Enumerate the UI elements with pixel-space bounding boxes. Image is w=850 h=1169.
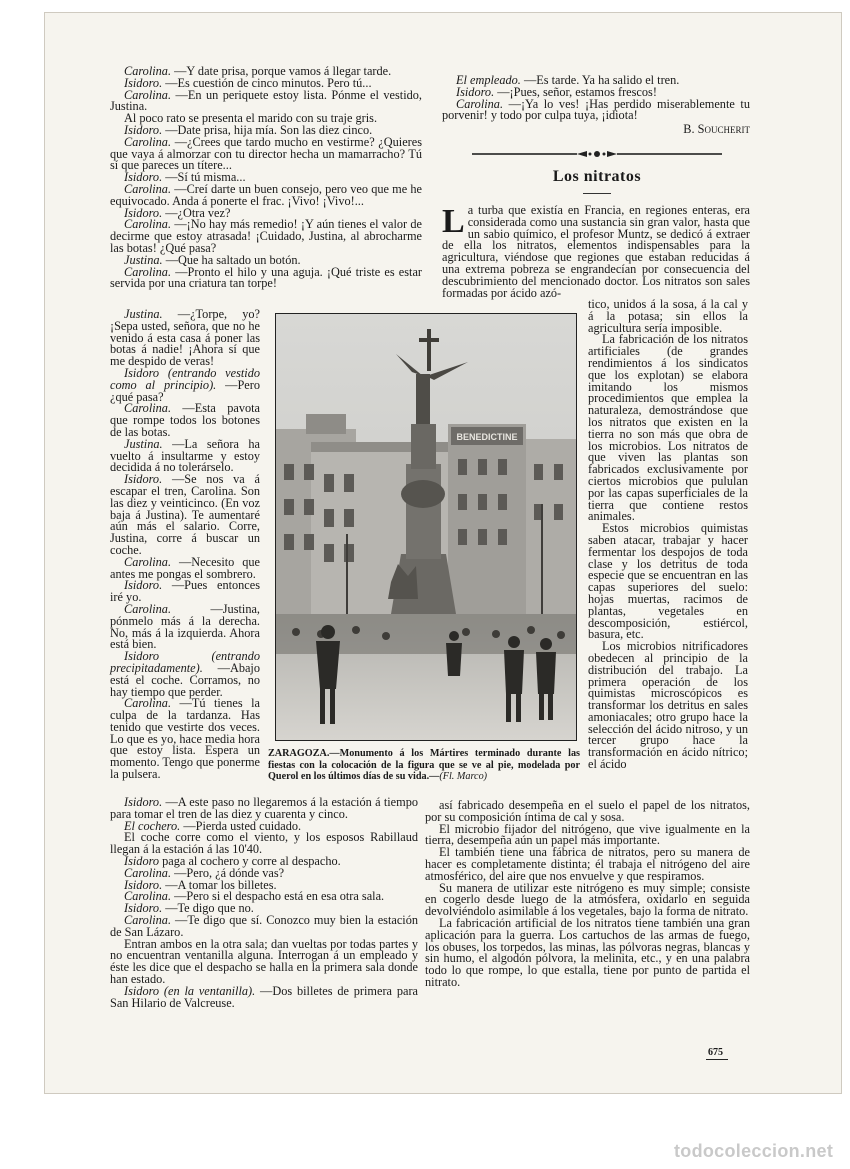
dialogue-line (110, 309, 260, 368)
article-intro (442, 205, 750, 299)
article-paragraph: La fabricación de los nitratos artificiales (de grandes rendimientos á los sindicatos que los explotan) se elabora imitando los mismos procedimientos que emplea la naturaleza, demostrándose que los nitratos que existen en la tierra no son más que obra de los microbios. Los nitratos de que viven las plantas son fabricados exclusivamente por ciertos microbios que pululan por las capas superficiales de la tierra que contiene restos animales. (588, 332, 748, 524)
dialogue-text: —Te digo que no. (165, 901, 254, 916)
dialogue-text: —¿Torpe, yo? ¡Sepa usted, señora, que no he venido á esta casa á poner las botas á nadie! ¡Ahora sí que me despido de veras! (110, 307, 260, 369)
dialogue-text: —A tomar los billetes. (165, 877, 277, 892)
dialogue-text: —Pero, ¿á dónde vas? (174, 865, 285, 880)
dialogue-text: —Pero ¿qué pasa? (110, 377, 261, 404)
article-intro-text: a turba que existía en Francia, en regiones enteras, era considerada como una sustancia sin gran valor, hasta que un sabio químico, el profesor Muntz, se dedicó á extraer de ella los nitratos, elementos indispensables para la agricultura, viéndose que regiones que estaban reducidas á una extrema pobreza se engrandecían por consecuencia del descubrimiento del mencionado doctor. Los nitratos son sales formadas por ácido azó- (442, 203, 750, 300)
dialogue-text: —Date prisa, hija mía. Son las diez cinco. (165, 122, 373, 137)
dialogue-list (110, 309, 260, 781)
dialogue-text: —Es cuestión de cinco minutos. Pero tú... (165, 75, 372, 90)
dialogue-text: —Necesito que antes me pongas el sombrero. (110, 554, 260, 581)
speaker-name: Carolina. (124, 181, 172, 196)
dialogue-line (110, 601, 260, 652)
dialogue-line (110, 983, 418, 1010)
dialogue-text: Entran ambos en la otra sala; dan vueltas por todas partes y no encuentran ventanilla alguna. Interrogan á un empleado y éste les dice que el despacho se halla en la primera sala donde han estado. (110, 936, 418, 986)
speaker-name: Isidoro (124, 853, 160, 868)
speaker-name: Carolina. (124, 401, 172, 416)
dialogue-text: paga al cochero y corre al despacho. (162, 853, 341, 868)
dialogue-list (110, 797, 418, 1009)
speaker-name: Isidoro (entrando precipitadamente). (110, 649, 260, 675)
article-title: Los nitratos (552, 168, 642, 185)
page-number: 675 (708, 1047, 723, 1058)
dialogue-text: —¡No hay más remedio! ¡Y aún tienes el valor de decirme que estoy atrasada! ¡Cuidado, Justina, al abrocharme las botas! ¿Qué pasa? (110, 217, 422, 255)
dialogue-list (442, 75, 750, 122)
article-paragraph: Su manera de utilizar este nitrógeno es muy simple; consiste en cogerlo desde luego de la atmósfera, oxidarlo en seguida devolviéndolo asimilable á los vegetales, bajo la forma de nitrato. (425, 880, 750, 919)
dialogue-text: —¡Pues, señor, estamos frescos! (497, 84, 657, 99)
dialogue-column-narrow (110, 309, 260, 781)
dialogue-line (110, 832, 418, 856)
speaker-name: Carolina. (124, 87, 172, 102)
article-paragraph: tico, unidos á la sosa, á la cal y á la potasa; sin ellos la agricultura sería imposible. (588, 297, 748, 335)
article-paragraph: Los microbios nitrificadores obedecen al principio de la distribución del trabajo. La primera operación de los quimistas microscópicos es transformar los detritus en sales amoniacales; otro grupo hace la selección del ácido nitroso, y un tercer grupo hace la transformación en ácido nítrico; el ácido (588, 639, 748, 772)
dialogue-line (442, 96, 750, 123)
speaker-name: Carolina. (124, 865, 172, 880)
shop-sign: BENEDICTINE (456, 432, 518, 442)
page-number-rule (706, 1059, 728, 1060)
dialogue-line (110, 181, 422, 208)
speaker-name: Isidoro. (124, 75, 163, 90)
article-paragraph: La fabricación artificial de los nitratos tiene también una gran aplicación para la guerra. Los cartuchos de las armas de fuego, los obuses, los torpedos, las minas, las pólvoras negras, blancas y sin humo, el algodón pólvora, la melinita, etc., y en una palabra todo lo que rompe, lo que estalla, tiene por punto de partida el nitrato. (425, 915, 750, 989)
speaker-name: Isidoro. (456, 84, 495, 99)
dialogue-text: —Te digo que sí. Conozco muy bien la estación de San Lázaro. (110, 912, 419, 939)
paragraph-list (588, 299, 748, 771)
speaker-name: Isidoro (entrando vestido como al principio). (110, 365, 260, 392)
article-paragraph: El microbio fijador del nitrógeno, que vive igualmente en la tierra, desempeña aún un papel más importante. (425, 821, 750, 848)
caption-text: ZARAGOZA.—Monumento á los Mártires terminado durante las fiestas con la colocación de la figura que se ve al pie, modelada por Querol en los últimos días de su vida.— (268, 748, 580, 782)
dialogue-text: —A este paso no llegaremos á la estación á tiempo para tomar el tren de las diez y cuarenta y cinco. (110, 795, 418, 821)
speaker-name: Carolina. (124, 912, 172, 927)
dialogue-line (110, 403, 260, 438)
dialogue-text: —Pero si el despacho está en esa otra sala. (174, 889, 385, 904)
speaker-name: Isidoro. (124, 205, 163, 220)
speaker-name: Carolina. (124, 134, 172, 149)
dialogue-line (110, 554, 260, 581)
speaker-name: El cochero. (124, 818, 181, 833)
speaker-name: Carolina. (124, 696, 172, 711)
dialogue-text: —Justina, pónmelo más á la derecha. No, más á la izquierda. Ahora está bien. (110, 601, 260, 652)
article-column-narrow (588, 299, 748, 771)
article-paragraph: El también tiene una fábrica de nitratos, pero su manera de hacer es completamente distinta; él trabaja el nitrógeno del aire atmosférico, del aire que nos envuelve y que respiramos. (425, 845, 750, 883)
dialogue-text: —En un periquete estoy lista. Pónme el vestido, Justina. (110, 87, 422, 114)
dialogue-text: —Y date prisa, porque vamos á llegar tarde. (174, 64, 392, 78)
speaker-name: Carolina. (456, 96, 504, 111)
drop-cap: L (442, 203, 465, 240)
dialogue-text: —Que ha saltado un botón. (165, 252, 301, 267)
speaker-name: Carolina. (124, 64, 172, 78)
speaker-name: Justina. (124, 307, 163, 321)
dialogue-text: —¿Otra vez? (165, 205, 231, 220)
speaker-name: Justina. (124, 436, 163, 451)
article-column-bottom (425, 800, 750, 989)
dialogue-line (110, 134, 423, 173)
speaker-name: Isidoro. (124, 578, 163, 593)
dialogue-text: El coche corre como el viento, y los esposos Rabillaud llegan á la estación á las 10'40. (110, 830, 418, 857)
speaker-name: Isidoro (en la ventanilla). (124, 983, 256, 998)
paragraph-list (425, 800, 750, 989)
speaker-name: Carolina. (124, 217, 172, 232)
dialogue-text: —¡Ya lo ves! ¡Has perdido miserablemente tu porvenir! y todo por culpa tuya, ¡idiota! (442, 96, 750, 123)
speaker-name: Justina. (124, 252, 163, 267)
article-paragraph: Estos microbios quimistas saben atacar, trabajar y hacer fermentar los despojos de toda clase y los detritus de toda especie que se encuentran en las capas superiores del suelo: hojas muertas, racimos de plantas, vegetales en descomposición, estiércol, basura, etc. (588, 521, 748, 642)
dialogue-list (110, 66, 422, 290)
dialogue-line (110, 912, 419, 939)
monument-photo (275, 313, 577, 741)
dialogue-line (110, 698, 260, 781)
dialogue-text: —Esta pavota que rompe todos los botones de las botas. (110, 401, 260, 439)
dialogue-column-end (442, 75, 750, 136)
speaker-name: Isidoro. (124, 901, 163, 916)
dialogue-line (110, 219, 422, 254)
dialogue-text: —Abajo está el coche. Corramos, no hay tiempo que perder. (110, 660, 260, 699)
speaker-name: El empleado. (456, 73, 521, 87)
dialogue-text: —¿Crees que tardo mucho en vestirme? ¿Quieres que vaya á almorzar con tu director hecha un mamarracho? Tú sí que pareces un títere... (110, 134, 423, 173)
dialogue-line (110, 436, 260, 475)
dialogue-text: —Sí tú misma... (165, 170, 246, 185)
dialogue-line (110, 580, 260, 604)
dialogue-text: —Pierda usted cuidado. (183, 818, 302, 833)
photo-caption (268, 748, 580, 783)
speaker-name: Carolina. (124, 889, 172, 904)
dialogue-line (110, 365, 261, 404)
dialogue-text: —Dos billetes de primera para San Hilario de Valcreuse. (110, 983, 418, 1010)
dialogue-text: —Pues entonces iré yo. (110, 578, 261, 605)
article-paragraph: así fabricado desempeña en el suelo el papel de los nitratos, por su composición íntima de cal y sosa. (425, 798, 750, 824)
dialogue-line (110, 87, 422, 114)
dialogue-column-top (110, 66, 422, 290)
dialogue-text: —Creí darte un buen consejo, pero veo que me he equivocado. Anda á ponerte el frac. ¡Vivo! ¡Vivo!... (110, 181, 422, 208)
dialogue-text: —Es tarde. Ya ha salido el tren. (523, 73, 680, 87)
speaker-name: Isidoro. (124, 122, 163, 137)
dialogue-text: —La señora ha vuelto á insultarme y estoy decidida á no tolerárselo. (110, 436, 260, 475)
speaker-name: Carolina. (124, 601, 172, 616)
dialogue-line (110, 651, 260, 698)
speaker-name: Isidoro. (124, 170, 163, 185)
speaker-name: Carolina. (124, 264, 172, 279)
watermark: todocoleccion.net (674, 1141, 834, 1161)
speaker-name: Isidoro. (124, 877, 163, 892)
dialogue-text: Al poco rato se presenta el marido con su traje gris. (124, 111, 378, 126)
dialogue-line (110, 936, 418, 986)
speaker-name: Isidoro. (124, 795, 163, 809)
dialogue-line (110, 797, 418, 821)
speaker-name: Carolina. (124, 554, 172, 569)
title-rule (583, 193, 611, 194)
signature (442, 124, 750, 136)
dialogue-line (110, 264, 423, 291)
speaker-name: Isidoro. (124, 472, 163, 487)
signature-name: Soucherit (697, 122, 750, 137)
dialogue-line (110, 474, 260, 557)
photo-credit: (Fl. Marco) (439, 771, 488, 782)
dialogue-text: —Tú tienes la culpa de la tardanza. Has tenido que vestirte dos veces. Lo que es yo, hace media hora que estoy lista. Espera un momento. Tengo que ponerme la pulsera. (110, 696, 260, 782)
dialogue-column-bottom (110, 797, 418, 1009)
signature-initial: B. (683, 122, 695, 137)
dialogue-text: —Se nos va á escapar el tren, Carolina. Son las diez y veinticinco. (En voz baja á Justina). Te aumentaré aún más el salario. Corre, Justina, corre á buscar un coche. (110, 472, 260, 557)
ornament-divider (472, 150, 722, 158)
dialogue-text: —Pronto el hilo y una aguja. ¡Qué triste es estar servida por una criatura tan torpe! (110, 264, 423, 291)
